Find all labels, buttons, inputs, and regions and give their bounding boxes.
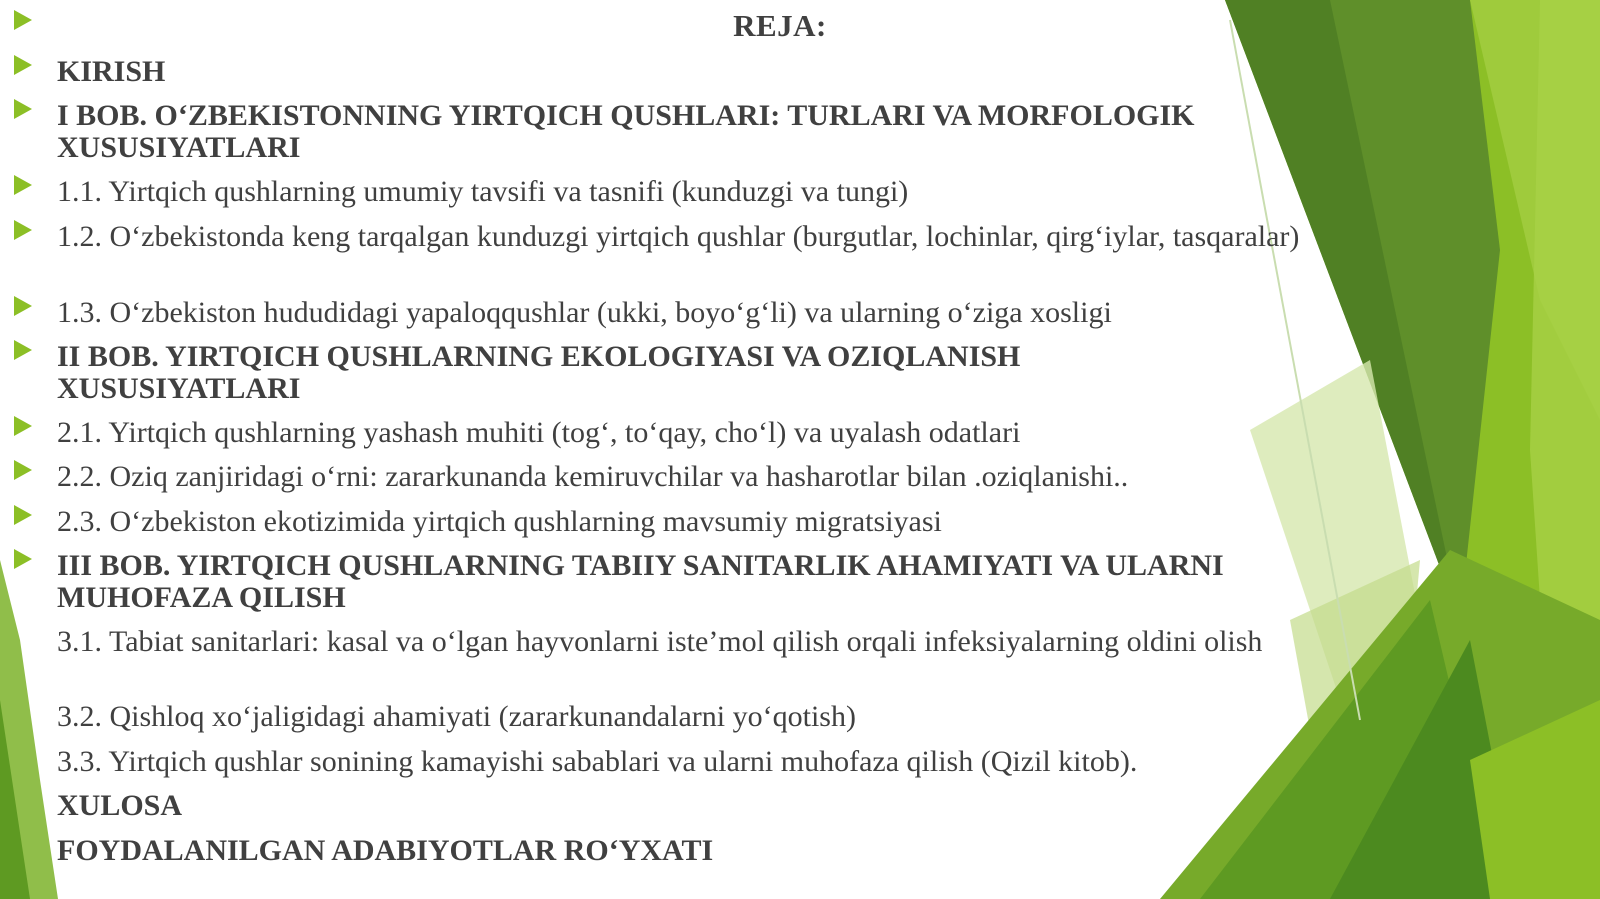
list-item-chapter-1: I BOB. O‘ZBEKISTONNING YIRTQICH QUSHLARI: TURLARI VA MORFOLOGIK XUSUSIYATLARI	[57, 99, 1195, 164]
bullet-marker-icon	[14, 55, 32, 75]
slide-title: REJA:	[733, 8, 827, 43]
list-item-2-1: 2.1. Yirtqich qushlarning yashash muhiti (tog‘, to‘qay, cho‘l) va uyalash odatlari	[57, 416, 1021, 449]
list-item-chapter-3: III BOB. YIRTQICH QUSHLARNING TABIIY SANITARLIK AHAMIYATI VA ULARNI MUHOFAZA QILISH	[57, 549, 1224, 614]
bullet-marker-icon	[14, 505, 32, 525]
bullet-marker-icon	[14, 416, 32, 436]
list-item-kirish: KIRISH	[57, 55, 166, 88]
bullet-marker-icon	[14, 220, 32, 240]
list-item-xulosa: XULOSA	[57, 789, 183, 822]
list-item-1-2: 1.2. O‘zbekistonda keng tarqalgan kunduzgi yirtqich qushlar (burgutlar, lochinlar, qirg‘iylar, tasqaralar)	[57, 220, 1300, 253]
list-item-2-2: 2.2. Oziq zanjiridagi o‘rni: zararkunanda kemiruvchilar va hasharotlar bilan .oziqlanishi..	[57, 460, 1129, 493]
list-item-3-2: 3.2. Qishloq xo‘jaligidagi ahamiyati (zararkunandalarni yo‘qotish)	[57, 700, 856, 733]
bullet-marker-icon	[14, 340, 32, 360]
list-item-1-3: 1.3. O‘zbekiston hududidagi yapaloqqushlar (ukki, boyo‘g‘li) va ularning o‘ziga xosligi	[57, 296, 1112, 329]
list-item-1-1: 1.1. Yirtqich qushlarning umumiy tavsifi va tasnifi (kunduzgi va tungi)	[57, 175, 909, 208]
list-item-references: FOYDALANILGAN ADABIYOTLAR RO‘YXATI	[57, 834, 714, 867]
bullet-marker-icon	[14, 99, 32, 119]
list-item-3-3: 3.3. Yirtqich qushlar sonining kamayishi sabablari va ularni muhofaza qilish (Qizil kitob).	[57, 745, 1138, 778]
bullet-marker-icon	[14, 296, 32, 316]
bullet-marker-icon	[14, 460, 32, 480]
list-item-3-1: 3.1. Tabiat sanitarlari: kasal va o‘lgan hayvonlarni iste’mol qilish orqali infeksiyalarning oldini olish	[57, 625, 1263, 658]
list-item-2-3: 2.3. O‘zbekiston ekotizimida yirtqich qushlarning mavsumiy migratsiyasi	[57, 505, 942, 538]
bullet-marker-icon	[14, 175, 32, 195]
bullet-marker-icon	[14, 549, 32, 569]
bullet-marker-icon	[14, 10, 32, 30]
list-item-chapter-2: II BOB. YIRTQICH QUSHLARNING EKOLOGIYASI VA OZIQLANISH XUSUSIYATLARI	[57, 340, 1021, 405]
